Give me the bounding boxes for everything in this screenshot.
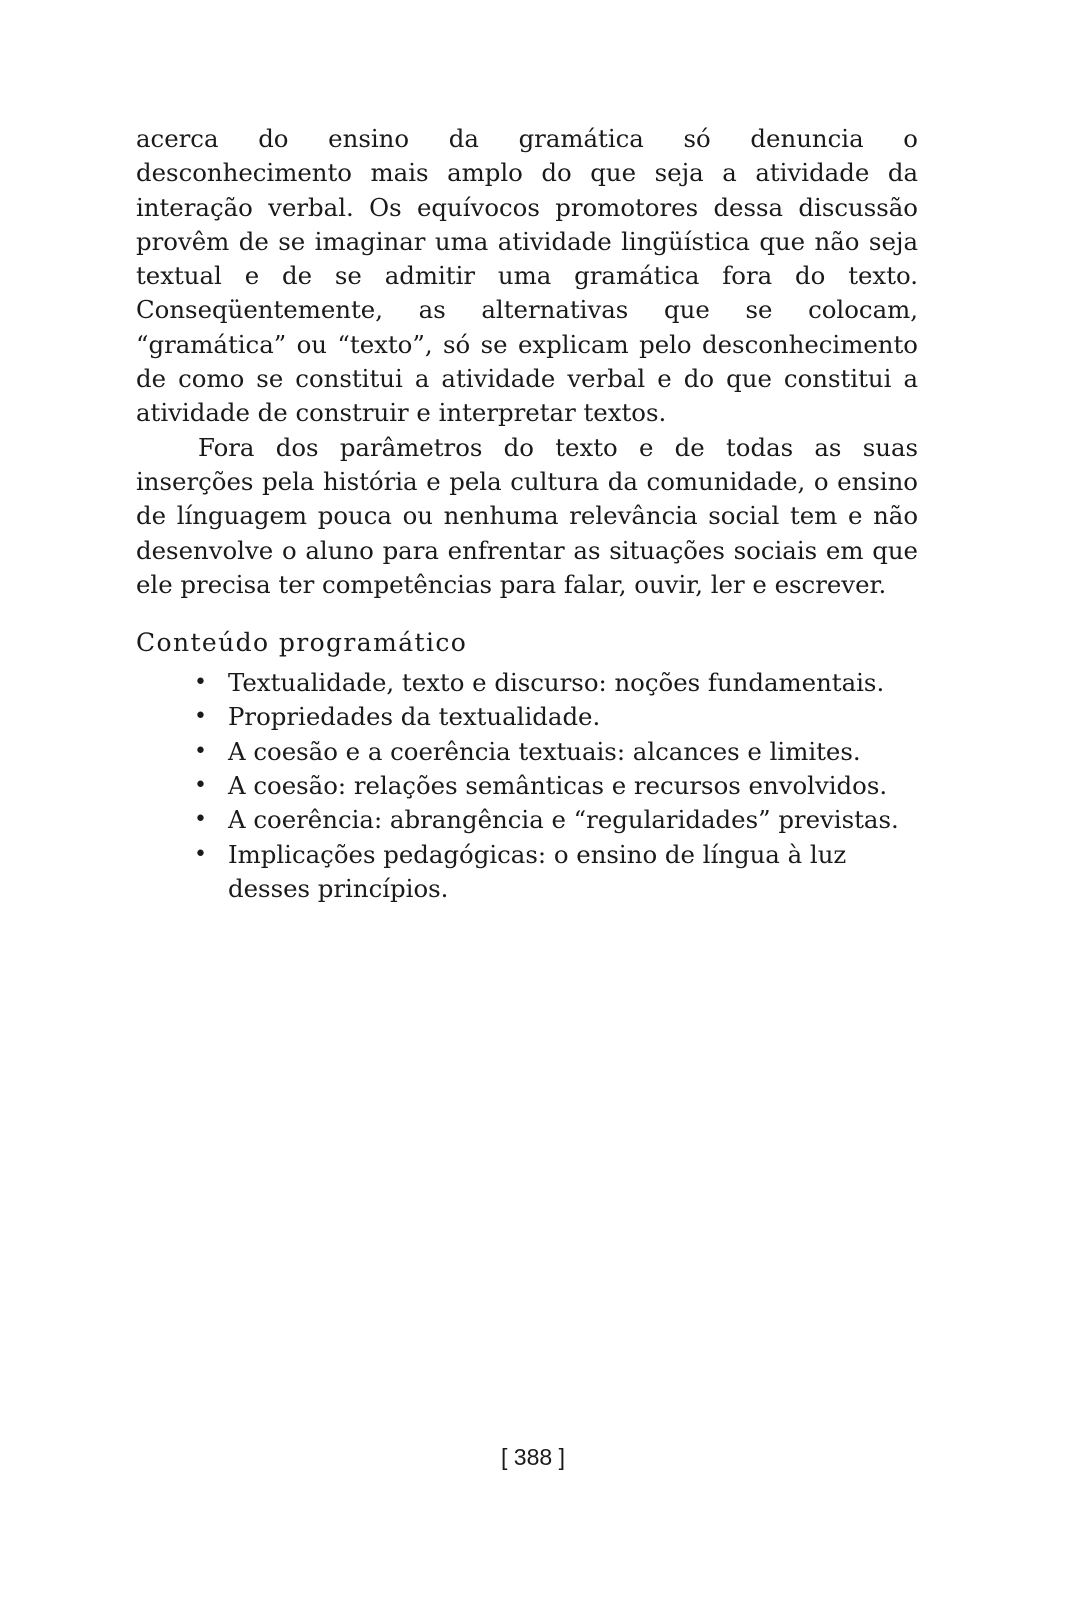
list-item-text: Implicações pedagógicas: o ensino de língua à luz desses princípios. <box>228 839 847 903</box>
bullet-icon: • <box>194 773 207 799</box>
list-item <box>194 666 918 700</box>
list-item <box>194 803 918 837</box>
page-content <box>136 122 918 906</box>
bullet-icon: • <box>194 738 207 764</box>
list-item <box>194 838 918 907</box>
list-item <box>194 769 918 803</box>
body-paragraph-2: Fora dos parâmetros do texto e de todas as suas inserções pela história e pela cultura da comunidade, o ensino de línguagem pouca ou nenhuma relevância social tem e não desenvolve o aluno para enfrentar as situações sociais em que ele precisa ter competências para falar, ouvir, ler e escrever. <box>136 432 918 599</box>
bullet-icon: • <box>194 841 207 867</box>
list-item-text: A coesão e a coerência textuais: alcances e limites. <box>228 736 861 766</box>
list-item <box>194 700 918 734</box>
body-paragraph-1: acerca do ensino da gramática só denuncia o desconhecimento mais amplo do que seja a atividade da interação verbal. Os equívocos promotores dessa discussão provêm de se imaginar uma atividade lingüística que não seja textual e de se admitir uma gramática fora do texto. Conseqüentemente, as alternativas que se colocam, “gramática” ou “texto”, só se explicam pelo desconhecimento de como se constitui a atividade verbal e do que constitui a atividade de construir e interpretar textos. <box>136 124 918 428</box>
page-number: [ 388 ] <box>501 1444 565 1470</box>
bullet-icon: • <box>194 704 207 730</box>
bullet-icon: • <box>194 807 207 833</box>
bullet-icon: • <box>194 670 207 696</box>
list-item-text: A coesão: relações semânticas e recursos envolvidos. <box>228 771 888 801</box>
section-heading: Conteúdo programático <box>136 628 468 658</box>
list-item <box>194 735 918 769</box>
list-item-text: Textualidade, texto e discurso: noções fundamentais. <box>228 668 885 698</box>
list-item-text: Propriedades da textualidade. <box>228 702 601 732</box>
list-item-text: A coerência: abrangência e “regularidades” previstas. <box>228 805 899 835</box>
topic-list <box>136 666 918 906</box>
